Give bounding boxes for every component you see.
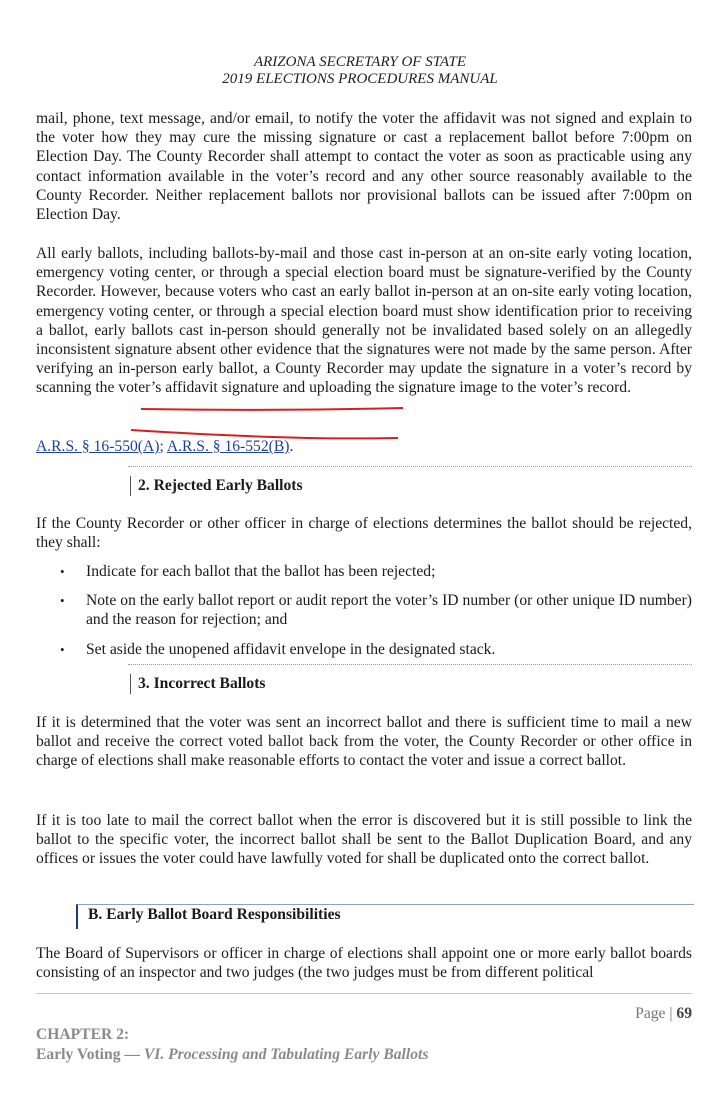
reference-separator: ; [159,438,164,455]
list-item: • Indicate for each ballot that the ballot has been rejected; [60,563,436,580]
chapter-subtitle: Early Voting — VI. Processing and Tabulating Early Ballots [36,1046,429,1063]
paragraph-incorrect-ballot-reissue: If it is determined that the voter was sent an incorrect ballot and there is sufficient time to mail a new ballot and receive the correct voted ballot back from the voter, the County Recorder or other office in charge of elections shall make reasonable efforts to contact the voter and issue a correct ballot. [36,714,692,770]
paragraph-signature-cure: mail, phone, text message, and/or email, to notify the voter the affidavit was not signed and explain to the voter how they may cure the missing signature or cast a replacement ballot before 7:00pm on Election Day. The County Recorder shall attempt to contact the voter as soon as practicable using any contact information available in the voter’s record and any other source reasonably available to the County Recorder. Neither replacement ballots nor provisional ballots can be issued after 7:00pm on Election Day. [36,110,692,224]
bullet-icon: • [60,641,65,657]
bullet-icon: • [60,564,65,579]
paragraph-early-ballot-boards: The Board of Supervisors or officer in charge of elections shall appoint one or more early ballot boards consisting of an inspector and two judges (the two judges must be from different political [36,945,692,982]
rejection-steps-list [36,562,692,659]
page-number [635,1005,692,1023]
page-number-value: 69 [676,1005,692,1022]
page-label: Page | [635,1005,673,1022]
statute-link-16-550a[interactable]: A.R.S. § 16-550(A) [36,438,160,455]
section-divider [128,664,692,665]
paragraph-rejection-intro: If the County Recorder or other officer in charge of elections determines the ballot should be rejected, they shall: [36,515,692,552]
paragraph-ballot-duplication: If it is too late to mail the correct ballot when the error is discovered but it is still possible to link the ballot to the specific voter, the incorrect ballot shall be sent to the Ballot Duplication Board, and any offices or issues the voter could have lawfully voted for shall be duplicated onto the correct ballot. [36,812,692,868]
section-heading-rejected-early-ballots: 2. Rejected Early Ballots [130,476,303,496]
document-header [0,54,720,88]
bullet-icon: • [60,593,65,609]
header-line-1: ARIZONA SECRETARY OF STATE [253,54,467,70]
section-heading-incorrect-ballots: 3. Incorrect Ballots [130,674,265,694]
handwritten-red-underline [140,406,404,412]
reference-end: . [289,438,294,455]
section-heading-early-ballot-board [76,904,694,929]
header-line-2: 2019 ELECTIONS PROCEDURES MANUAL [222,71,498,87]
footer-divider [36,993,692,994]
chapter-title: CHAPTER 2: [36,1026,130,1043]
statute-references [36,438,293,456]
statute-link-16-552b[interactable]: A.R.S. § 16-552(B) [166,438,290,455]
list-item: • Note on the early ballot report or audit report the voter’s ID number (or other unique ID number) and the reason for rejection; and [60,592,692,629]
paragraph-signature-verification: All early ballots, including ballots-by-mail and those cast in-person at an on-site early voting location, emergency voting center, or through a special election board must be signature-verified by the County Recorder. However, because voters who cast an early ballot in-person at an on-site early voting location, emergency voting center, or through a special election board must show identification prior to receiving a ballot, early ballots cast in-person should generally not be invalidated based solely on an allegedly inconsistent signature absent other evidence that the signatures were not made by the same person. After verifying an in-person early ballot, a County Recorder may update the signature in a voter’s record by scanning the voter’s affidavit signature and uploading the signature image to the voter’s record. [36,245,692,397]
section-divider [128,466,692,467]
section-b-title: B. Early Ballot Board Responsibilities [88,906,341,923]
chapter-footer [36,1025,428,1065]
list-item: • Set aside the unopened affidavit envelope in the designated stack. [60,640,496,658]
